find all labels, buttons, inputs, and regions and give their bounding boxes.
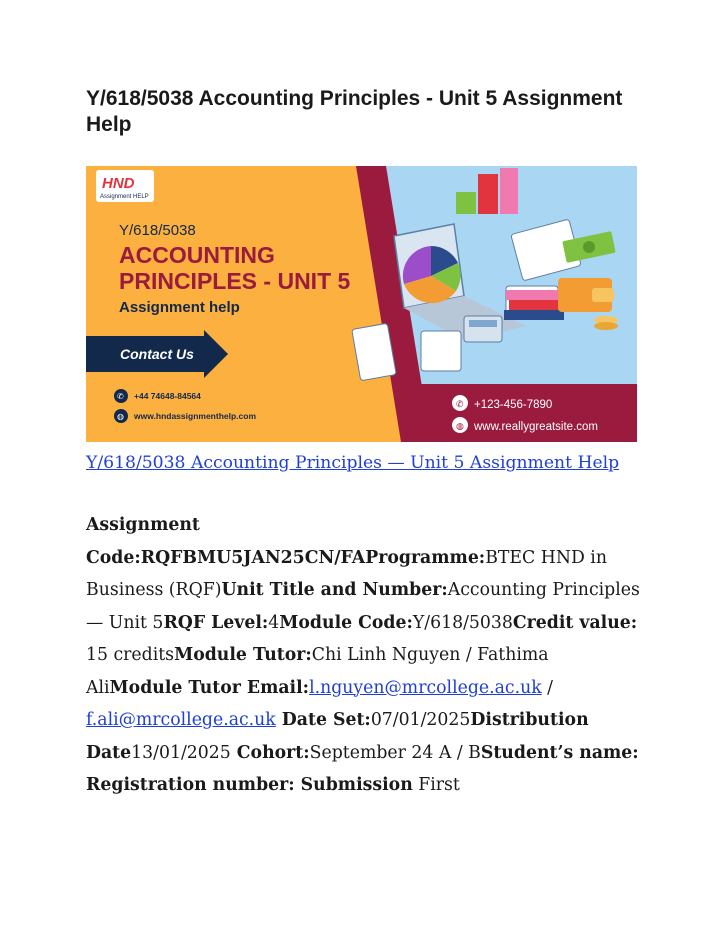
- cohort-label: Cohort:: [230, 742, 310, 763]
- logo-subtext: Assignment HELP: [100, 194, 149, 200]
- date-set-value: 07/01/2025: [370, 710, 471, 730]
- banner-subhead: Assignment help: [119, 299, 240, 316]
- module-tutor-label: Module Tutor:: [174, 645, 312, 665]
- books-illustration: [504, 290, 565, 320]
- web-right: www.reallygreatsite.com: [474, 421, 598, 433]
- web-left: www.hndassignmenthelp.com: [134, 411, 257, 421]
- programme-value: BTEC HND in Business (RQF): [86, 547, 607, 600]
- rqf-level-value: 4: [268, 612, 280, 633]
- cohort-value: September 24 A / B: [309, 742, 481, 763]
- module-tutor-value: Chi Linh Nguyen / Fathima Ali: [86, 645, 549, 698]
- credit-value: 15 credits: [86, 645, 175, 665]
- submission-label: Submission: [294, 775, 413, 795]
- tutor-email-link-1[interactable]: l.nguyen@mrcollege.ac.uk: [309, 677, 542, 698]
- svg-text:◍: ◍: [117, 412, 124, 421]
- logo-text: HND: [102, 175, 135, 192]
- phone-left: +44 74648-84564: [134, 391, 201, 401]
- article-link[interactable]: Y/618/5038 Accounting Principles — Unit 5 Assignment Help: [86, 453, 620, 473]
- distribution-date-label: Distribution Date: [86, 710, 589, 763]
- registration-number-label: Registration number:: [86, 775, 295, 795]
- contact-us-label: Contact Us: [120, 346, 194, 362]
- calculator-icon: [464, 316, 502, 342]
- rqf-level-label: RQF Level:: [163, 612, 269, 633]
- svg-text:◍: ◍: [456, 422, 464, 432]
- unit-title-value: Accounting Principles — Unit 5: [86, 580, 640, 633]
- tutor-email-link-2[interactable]: f.ali@mrcollege.ac.uk: [86, 710, 276, 730]
- date-set-label: Date Set:: [275, 710, 371, 730]
- assignment-code-label: Assignment Code:: [86, 515, 200, 568]
- email-separator: /: [541, 677, 554, 698]
- submission-value: First: [412, 775, 460, 795]
- student-name-label: Student’s name:: [480, 742, 639, 763]
- programme-label: Programme:: [365, 547, 486, 568]
- assignment-details: [86, 509, 642, 802]
- promo-banner-image: [86, 166, 637, 442]
- credit-value-label: Credit value:: [512, 612, 638, 633]
- svg-text:✆: ✆: [117, 392, 124, 401]
- assignment-code-value: RQFBMU5JAN25CN/FA: [140, 547, 366, 568]
- module-code-label: Module Code:: [279, 612, 413, 633]
- unit-title-label: Unit Title and Number:: [221, 580, 448, 600]
- wallet-icon: [558, 278, 614, 312]
- svg-text:✆: ✆: [456, 400, 464, 410]
- tutor-email-label: Module Tutor Email:: [109, 677, 310, 698]
- distribution-date-value: 13/01/2025: [131, 742, 231, 763]
- banner-headline-1: ACCOUNTING: [119, 242, 275, 268]
- phone-right: +123-456-7890: [474, 399, 553, 411]
- banner-contact-bar: [416, 384, 637, 442]
- banner-headline-2: PRINCIPLES - UNIT 5: [119, 268, 351, 294]
- banner-code: Y/618/5038: [119, 222, 196, 239]
- module-code-value: Y/618/5038: [412, 612, 513, 633]
- document-title: Y/618/5038 Accounting Principles - Unit 5 Assignment Help: [86, 87, 623, 136]
